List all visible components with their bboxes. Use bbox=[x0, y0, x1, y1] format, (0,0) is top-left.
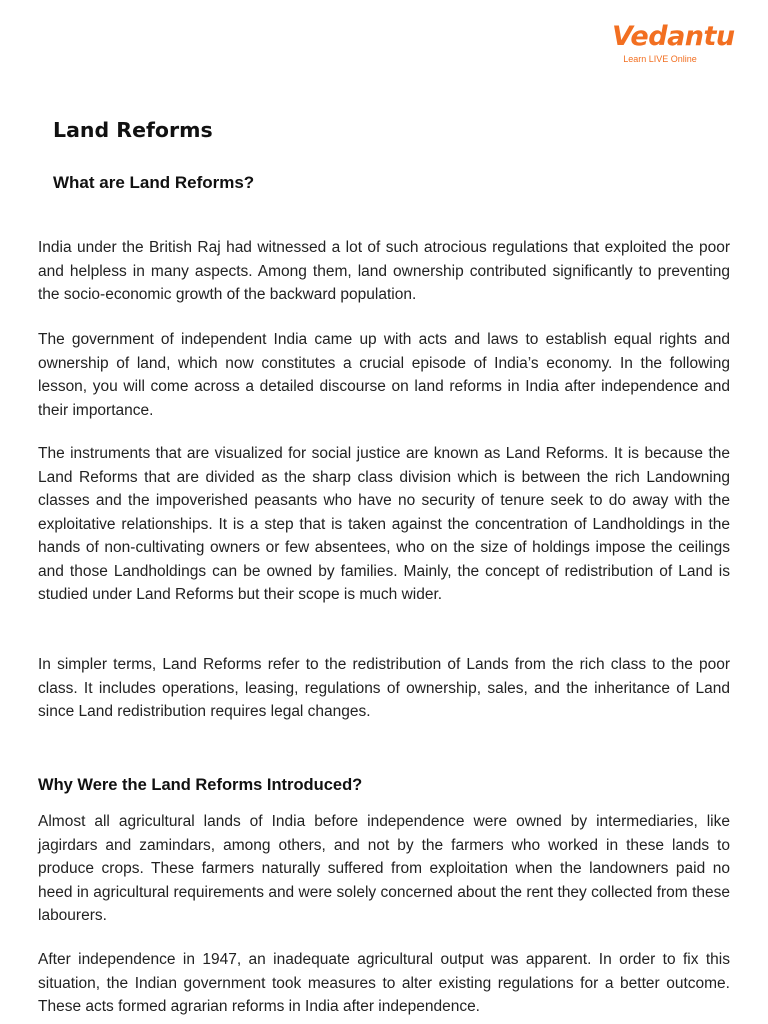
vedantu-logo bbox=[612, 21, 735, 65]
page-title: Land Reforms bbox=[53, 118, 213, 142]
logo-wordmark: Vedantu bbox=[612, 21, 735, 52]
section-subtitle: What are Land Reforms? bbox=[53, 173, 255, 192]
paragraph-simpler-terms: In simpler terms, Land Reforms refer to the redistribution of Lands from the rich class to the poor class. It includes operations, leasing, regulations of ownership, sales, and the inheritance of Land since Land redistribution requires legal changes. bbox=[38, 656, 730, 720]
paragraph-independent-india: The government of independent India came up with acts and laws to establish equal rights and ownership of land, which now constitutes a crucial episode of India’s economy. In the following lesson, you will come across a detailed discourse on land reforms in India after independence and their importance. bbox=[38, 331, 730, 419]
paragraph-agricultural-lands: Almost all agricultural lands of India before independence were owned by intermediaries, like jagirdars and zamindars, among others, and not by the farmers who worked in these lands to produce crops. These farmers naturally suffered from exploitation when the landowners paid no heed in agricultural requirements and were solely concerned about the rent they collected from these labourers. bbox=[38, 813, 730, 924]
logo-tagline: Learn LIVE Online bbox=[623, 54, 697, 64]
paragraph-instruments: The instruments that are visualized for social justice are known as Land Reforms. It is because the Land Reforms that are divided as the sharp class division which is between the rich Landowning classes and the impoverished peasants who have no security of tenure seek to do away with the exploitative relationships. It is a step that is taken against the concentration of Landholdings in the hands of non-cultivating owners or few absentees, who on the size of holdings impose the ceilings and those Landholdings can be owned by families. Mainly, the concept of redistribution of Land is studied under Land Reforms but their scope is much wider. bbox=[38, 445, 730, 603]
paragraph-after-independence: After independence in 1947, an inadequate agricultural output was apparent. In order to fix this situation, the Indian government took measures to alter existing regulations for a better outcome. These acts formed agrarian reforms in India after independence. bbox=[38, 951, 730, 1015]
paragraph-british-raj: India under the British Raj had witnessed a lot of such atrocious regulations that exploited the poor and helpless in many aspects. Among them, land ownership contributed significantly to preventing the socio-economic growth of the backward population. bbox=[38, 239, 730, 303]
section-heading-why: Why Were the Land Reforms Introduced? bbox=[38, 776, 363, 794]
